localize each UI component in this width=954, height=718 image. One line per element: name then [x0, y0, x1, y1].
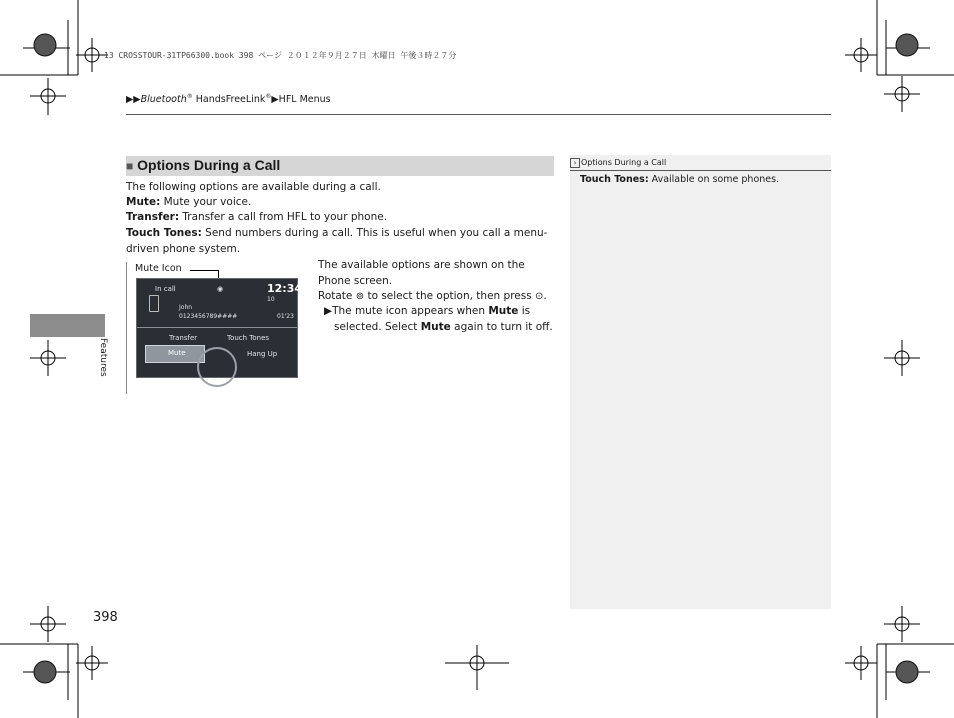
intro-text: The following options are available during a call. [126, 181, 381, 193]
option-term: Transfer: [126, 211, 180, 223]
triangle-arrow-icon: ▶ [324, 305, 333, 317]
breadcrumb-arrow: ▶ [271, 94, 279, 106]
breadcrumb-arrow: ▶▶ [126, 94, 141, 106]
sub-bold-mute: Mute [420, 320, 451, 333]
note-icon: › [570, 158, 580, 168]
breadcrumb [126, 93, 331, 105]
transfer-option[interactable]: Transfer [169, 334, 198, 342]
option-mute [126, 195, 554, 211]
registered-mark: ® [265, 93, 272, 100]
option-desc: Send numbers during a call. This is useful when you call a menu-driven phone system. [126, 227, 548, 255]
sidebar-note [570, 155, 831, 609]
in-call-label: In call [155, 285, 176, 293]
rotate-pre: Rotate [318, 290, 356, 302]
option-transfer [126, 210, 554, 226]
note-body [580, 174, 779, 185]
print-header: 13 CROSSTOUR-31TP66300.book 398 ページ ２０１２年９月２７日 木曜日 午後３時２７分 [104, 51, 457, 60]
page-number: 398 [93, 610, 118, 625]
mute-option[interactable] [145, 345, 205, 363]
rotate-post: . [543, 290, 547, 302]
breadcrumb-hfl: HandsFreeLink [192, 94, 266, 106]
mute-option-label: Mute [168, 349, 186, 357]
note-desc: Available on some phones. [648, 174, 780, 185]
section-title-text: Options During a Call [137, 157, 281, 173]
caller-name: John [179, 304, 193, 311]
square-bullet-icon: ■ [126, 159, 134, 173]
sub-pre: The mute icon appears when [332, 305, 489, 317]
chapter-tab [30, 314, 105, 337]
option-touch-tones [126, 226, 554, 257]
options-divider [137, 327, 297, 328]
hang-up-option[interactable]: Hang Up [247, 350, 278, 358]
selector-knob-icon: ⊚ [355, 291, 365, 302]
available-options-text: The available options are shown on the Phone screen. [318, 259, 525, 287]
header-rule [126, 114, 831, 115]
option-desc: Mute your voice. [160, 196, 252, 208]
option-desc: Transfer a call from HFL to your phone. [179, 211, 388, 223]
clock-time: 12:34 [267, 282, 303, 295]
section-title [126, 157, 280, 173]
press-knob-icon: ⊙ [535, 291, 544, 302]
call-duration: 01'23 [277, 313, 294, 320]
selector-dial-graphic [197, 347, 237, 387]
option-term: Mute: [126, 196, 161, 208]
signal-level: 10 [267, 296, 275, 303]
sub-bold-mute: Mute [488, 305, 519, 317]
mute-icon-callout: Mute Icon [135, 263, 182, 274]
option-term: Touch Tones: [126, 227, 202, 239]
sub-mid: is selected. Select [334, 305, 531, 333]
touch-tones-option[interactable]: Touch Tones [227, 334, 270, 342]
chapter-label: Features [98, 338, 108, 377]
callout-line [190, 270, 218, 271]
sub-post: again to turn it off. [450, 320, 553, 333]
mute-icon: ◉ [217, 285, 224, 293]
note-heading [570, 155, 831, 171]
rotate-mid: to select the option, then press [364, 290, 536, 302]
caller-number: 0123456789#### [179, 313, 238, 320]
rotate-instruction [318, 289, 558, 305]
note-term: Touch Tones: [580, 174, 649, 185]
mute-sub-note [324, 304, 560, 335]
registered-mark: ® [186, 93, 193, 100]
note-heading-text: Options During a Call [581, 158, 667, 167]
breadcrumb-hfl-menus: HFL Menus [278, 94, 331, 106]
breadcrumb-bluetooth: Bluetooth [140, 94, 187, 106]
phone-screen [136, 278, 303, 378]
phone-icon [149, 295, 159, 312]
